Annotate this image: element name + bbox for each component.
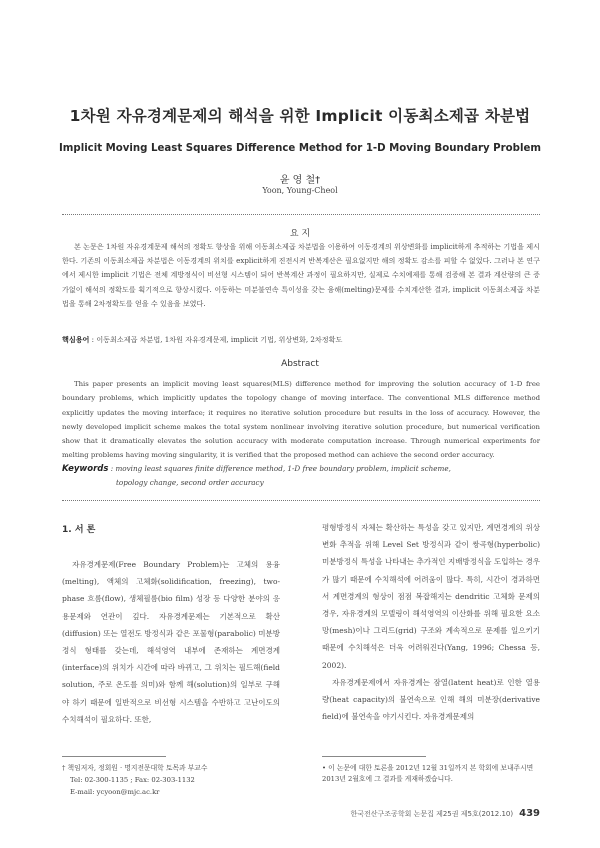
abstract-english-text: This paper presents an implicit moving least squares(MLS) difference method for improving the solution accuracy of 1-D free boundary problems, which implicitly updates the topology change of moving interface. The conventional MLS difference method explicitly updates the moving interface; it requires no iterative solution procedure but results in the loss of accuracy. However, the newly developed implicit scheme makes the total system nonlinear involving iterative solution procedure, but numerical verification show that it dramatically elevates the solution accuracy with moderate computation increase. Through numerical experiments for melting problems having moving singularity, it is verified that the proposed method can achieve the second order accuracy. xyxy=(62,380,540,460)
footer-journal-info: 한국전산구조공학회 논문집 제25권 제5호(2012.10) xyxy=(350,810,514,818)
keywords-english xyxy=(62,462,540,476)
abstract-korean-heading: 요 지 xyxy=(289,229,311,239)
author-name-english: Yoon, Young-Cheol xyxy=(262,186,338,195)
introduction-right-column-para1: 평형방정식 자체는 확산하는 특성을 갖고 있지만, 계면경계의 위상변화 추적을 위해 Level Set 방정식과 같이 쌍곡형(hyperbolic) 미분방정식 특성을 나타내는 추가적인 지배방정식을 도입하는 경우가 많기 때문에 수치해석에 어려움이 많다. 특히, 시간이 경과하면서 계면경계의 형상이 점점 복잡해지는 dendritic 고체화 문제의 경우, 자유경계의 모델링이 해석영역의 이산화를 위해 필요한 요소망(mesh)이나 그리드(grid) 구조와 계속적으로 문제를 일으키기 때문에 수치해석은 더욱 어려워진다(Yang, 1996; Chessa 등, 2002). xyxy=(322,523,540,670)
footnote-phone-fax: Tel: 02-300-1135 ; Fax: 02-303-1132 xyxy=(70,776,195,784)
footnote-divider-left xyxy=(62,756,166,757)
keywords-korean xyxy=(62,333,540,347)
footnote-email: E-mail: ycyoon@mjc.ac.kr xyxy=(70,788,160,796)
page-number: 439 xyxy=(519,808,540,819)
keywords-korean-label: 핵심용어 xyxy=(62,335,90,344)
dotted-divider-top xyxy=(62,214,540,215)
footnote-divider-right xyxy=(322,756,426,757)
dotted-divider-bottom xyxy=(62,500,540,501)
paper-title-english: Implicit Moving Least Squares Difference Method for 1-D Moving Boundary Problem xyxy=(59,143,541,154)
introduction-right-column-para2: 자유경계문제에서 자유경계는 잠열(latent heat)로 인한 열용량(heat capacity)의 불연속으로 인해 해의 미분장(derivative field)에 불연속을 야기시킨다. 자유경계문제의 xyxy=(322,678,540,722)
abstract-korean-text: 본 논문은 1차원 자유경계문제 해석의 정확도 향상을 위해 이동최소제곱 차분법을 이용하여 이동경계의 위상변화를 implicit하게 추적하는 기법을 제시한다. 기존의 이동최소제곱 차분법은 이동경계의 위치를 explicit하게 진전시켜 반복계산은 필요없지만 해의 정확도 감소를 피할 수 없었다. 그러나 본 연구에서 제시한 implicit 기법은 전체 계방정식이 비선형 시스템이 되어 반복계산 과정이 필요하지만, 실제로 수치예제를 통해 검증해 본 결과 계산량의 큰 증가없이 해석의 정확도를 획기적으로 향상시켰다. 이동하는 미분불연속 특이성을 갖는 융해(melting)문제를 수치계산한 결과, implicit 이동최소제곱 차분법을 통해 2차정확도를 얻을 수 있음을 보였다. xyxy=(62,242,540,308)
footnote-corresponding-author: † 책임저자, 정회원 · 명지전문대학 토목과 부교수 xyxy=(62,764,208,772)
paper-title-korean: 1차원 자유경계문제의 해석을 위한 Implicit 이동최소제곱 차분법 xyxy=(69,107,531,125)
footnote-discussion-notice: • 이 논문에 대한 토론을 2012년 12월 31일까지 본 학회에 보내주시면 2013년 2월호에 그 결과를 게재하겠습니다. xyxy=(322,764,534,783)
author-name-korean: 윤 영 철† xyxy=(279,175,321,186)
keywords-english-label: Keywords xyxy=(62,464,109,474)
page-footer xyxy=(300,808,540,819)
keywords-english-line1: : moving least squares finite difference method, 1-D free boundary problem, implicit scheme, xyxy=(108,464,451,473)
keywords-korean-text: : 이동최소제곱 차분법, 1차원 자유경계문제, implicit 기법, 위상변화, 2차정확도 xyxy=(89,335,343,344)
keywords-english-line2: topology change, second order accuracy xyxy=(116,478,264,487)
abstract-english-heading: Abstract xyxy=(281,359,319,369)
introduction-heading: 1. 서 론 xyxy=(62,525,96,535)
introduction-left-column: 자유경계문제(Free Boundary Problem)는 고체의 용융(melting), 액체의 고체화(solidification, freezing), two-phase 흐름(flow), 생체필름(bio film) 성장 등 다양한 분야의 응용문제와 연관이 깊다. 자유경계문제는 기본적으로 확산(diffusion) 또는 열전도 방정식과 같은 포물형(parabolic) 미분방정식 형태를 갖는데, 해석영역 내부에 존재하는 계면경계(interface)의 위치가 시간에 따라 바뀌고, 그 위치는 필드해(field solution, 주로 온도를 의미)와 함께 해(solution)의 일부로 구해야 하기 때문에 일반적으로 비선형 시스템을 수반하고 고난이도의 수치해석이 필요하다. 또한, xyxy=(62,560,280,724)
